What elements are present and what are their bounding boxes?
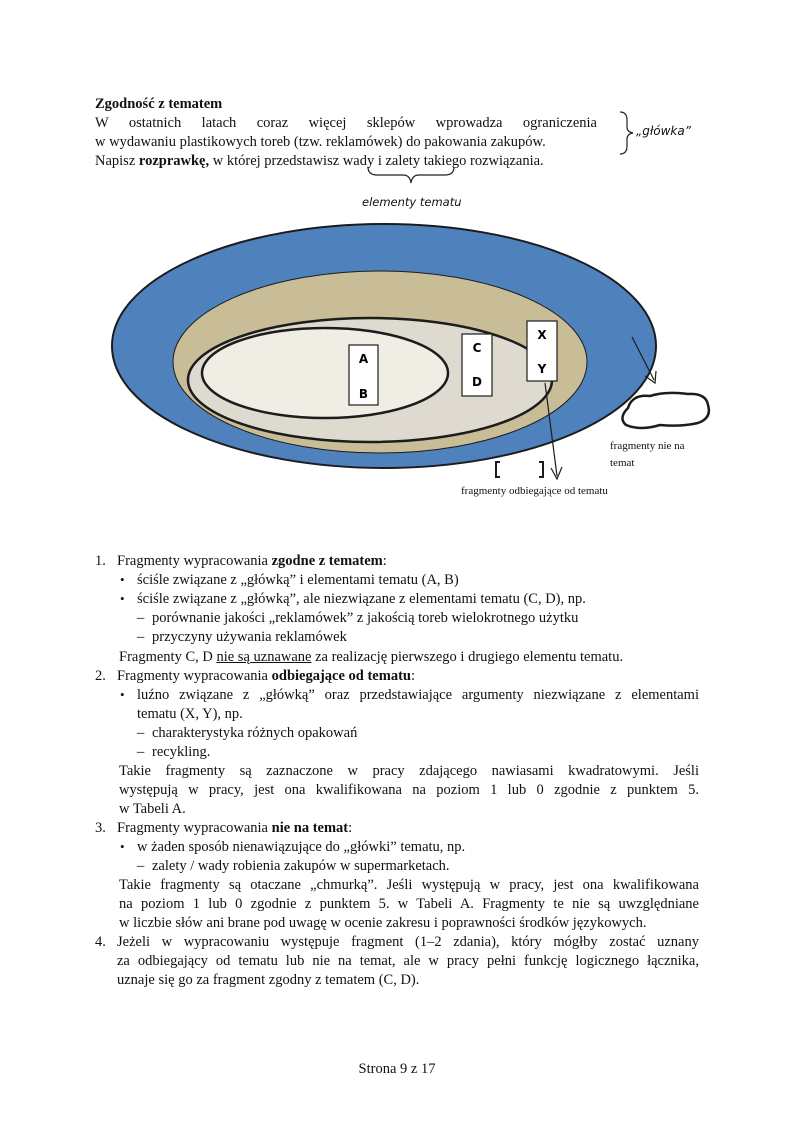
item-2-dash-2: recykling. [152, 744, 211, 760]
cloud-shape [622, 393, 708, 428]
box-cd-d: D [472, 375, 482, 389]
item-1-pre: Fragmenty wypracowania [117, 553, 272, 569]
box-ab-a: A [358, 352, 369, 366]
item-3-bullet-1: w żaden sposób nienawiązujące do „główki” tematu, np. [137, 839, 466, 855]
box-ab-b: B [358, 387, 369, 401]
dash-icon: – [137, 858, 145, 874]
item-3-note-line-2: na poziom 1 lub 0 zgodnie z punktem 5. w Tabeli A. Fragmenty te nie są uwzględniane [119, 896, 699, 912]
item-4-line-1: Jeżeli w wypracowaniu występuje fragment (1–2 zdania), który mógłby zostać uznany [117, 934, 699, 950]
item-2-title [117, 667, 415, 686]
item-2-bullet-1-line-1: luźno związane z „główką” oraz przedstawiające argumenty niezwiązane z elementami [137, 687, 699, 703]
bracket-right-mark [539, 462, 543, 477]
item-3-title [117, 819, 352, 838]
item-1-bullet-2: ściśle związane z „główką”, ale niezwiązane z elementami tematu (C, D), np. [137, 591, 586, 607]
bullet-icon: • [120, 572, 125, 587]
elementy-label: elementy tematu [362, 195, 462, 209]
box-cd-c: C [472, 341, 482, 355]
item-3-dash-1: zalety / wady robienia zakupów w supermarketach. [152, 858, 450, 874]
core-ellipse-elementy [202, 328, 448, 418]
item-2-bullet-1-line-2: tematu (X, Y), np. [137, 706, 243, 722]
dash-icon: – [137, 610, 145, 626]
item-4-line-3: uznaje się go za fragment zgodny z tematem (C, D). [117, 972, 420, 988]
item-2-note-line-3: w Tabeli A. [119, 801, 186, 817]
label-nie-na-temat-line-2: temat [610, 457, 635, 469]
item-2-post: : [410, 668, 415, 684]
item-1-bullet-1: ściśle związane z „główką” i elementami tematu (A, B) [137, 572, 459, 588]
item-1-dash-2: przyczyny używania reklamówek [152, 629, 347, 645]
bracket-left-mark [496, 462, 500, 477]
dash-icon: – [137, 629, 145, 645]
bullet-icon: • [120, 591, 125, 606]
item-2-bold: odbiegające od tematu [271, 668, 411, 684]
item-3-bold: nie na temat [271, 820, 349, 836]
item-3-note-line-1: Takie fragmenty są otaczane „chmurką”. Jeśli występują w pracy, jest ona kwalifikowana [119, 877, 699, 893]
item-1-bold: zgodne z tematem [271, 553, 383, 569]
item-3-post: : [348, 820, 353, 836]
label-odbiegajace: fragmenty odbiegające od tematu [461, 485, 608, 497]
intro-line-3-pre: Napisz [95, 153, 139, 169]
dash-icon: – [137, 725, 145, 741]
item-1-note [119, 648, 623, 667]
label-nie-na-temat-line-1: fragmenty nie na [610, 440, 685, 452]
intro-line-2: w wydawaniu plastikowych toreb (tzw. reklamówek) do pakowania zakupów. [95, 134, 546, 150]
label-nie-na-temat [610, 438, 685, 472]
box-xy-x: X [537, 328, 547, 342]
intro-line-3-post: w której przedstawisz wady i zalety takiego rozwiązania. [209, 153, 544, 169]
item-1-note-underlined: nie są uznawane [216, 649, 312, 665]
item-2-note-line-2: występują w pracy, jest ona kwalifikowana na poziom 1 lub 0 zgodnie z punktem 5. [119, 782, 699, 798]
item-2-note-line-1: Takie fragmenty są zaznaczone w pracy zdającego nawiasami kwadratowymi. Jeśli [119, 763, 699, 779]
item-4-number: 4. [95, 934, 106, 950]
intro-keyword: rozprawkę, [138, 153, 210, 169]
bullet-icon: • [120, 687, 125, 702]
item-3-number: 3. [95, 820, 106, 836]
item-1-note-pre: Fragmenty C, D [119, 649, 217, 665]
item-2-number: 2. [95, 668, 106, 684]
section-heading: Zgodność z tematem [95, 96, 223, 112]
bullet-icon: • [120, 839, 125, 854]
item-1-post: : [382, 553, 387, 569]
item-2-pre: Fragmenty wypracowania [117, 668, 272, 684]
page-number-footer: Strona 9 z 17 [358, 1061, 436, 1077]
item-2-dash-1: charakterystyka różnych opakowań [152, 725, 358, 741]
item-1-note-post: za realizację pierwszego i drugiego elementu tematu. [311, 649, 624, 665]
item-1-dash-1: porównanie jakości „reklamówek” z jakością toreb wielokrotnego użytku [152, 610, 579, 626]
item-3-note-line-3: w liczbie słów ani brane pod uwagę w ocenie zakresu i poprawności środków językowych. [119, 915, 647, 931]
item-1-title [117, 552, 387, 571]
item-4-line-2: za odbiegający od tematu lub nie na temat, ale w pracy pełni funkcję logicznego łącznika, [117, 953, 699, 969]
box-xy-y: Y [537, 362, 547, 376]
item-3-pre: Fragmenty wypracowania [117, 820, 272, 836]
glowka-label: „główka” [636, 124, 691, 138]
dash-icon: – [137, 744, 145, 760]
item-1-number: 1. [95, 553, 106, 569]
intro-line-1: W ostatnich latach coraz więcej sklepów wprowadza ograniczenia [95, 115, 597, 131]
